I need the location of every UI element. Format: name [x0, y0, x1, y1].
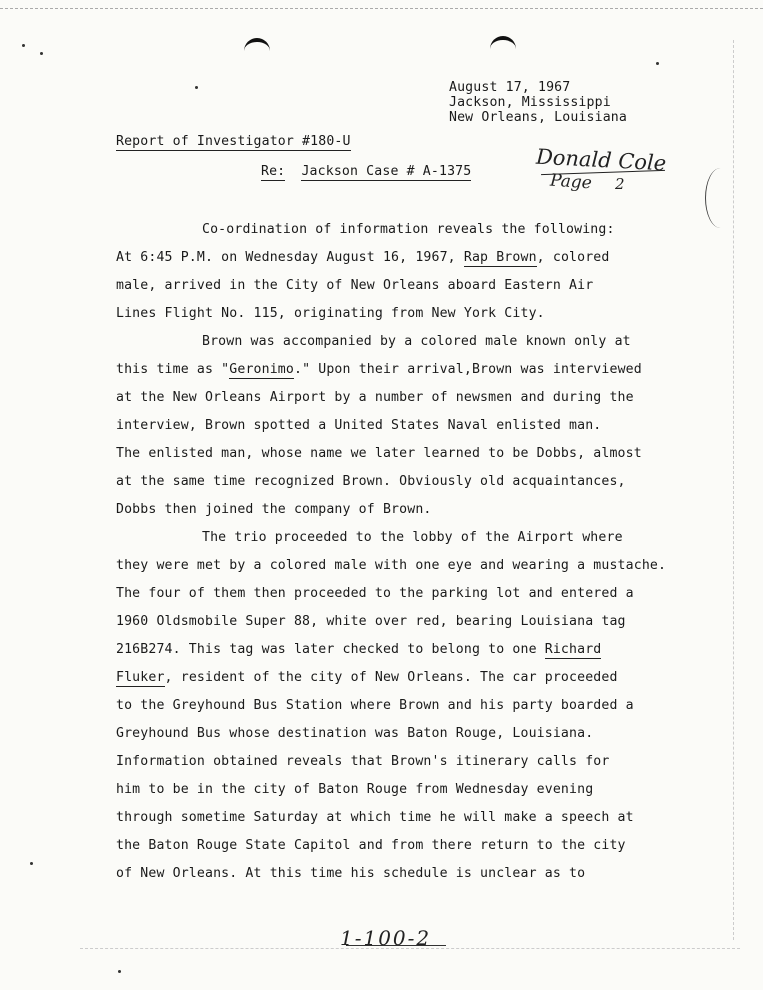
location-line-1: Jackson, Mississippi	[449, 95, 611, 110]
scan-speck	[118, 970, 121, 973]
body-line: The trio proceeded to the lobby of the Airport where	[202, 530, 623, 545]
date-location-block	[449, 80, 627, 125]
body-line: of New Orleans. At this time his schedule is unclear as to	[116, 866, 586, 881]
body-line: 1960 Oldsmobile Super 88, white over red, bearing Louisiana tag	[116, 614, 626, 629]
handwritten-page-label: Page	[549, 170, 593, 194]
scan-speck	[40, 52, 43, 55]
scan-speck	[656, 62, 659, 65]
body-line: male, arrived in the City of New Orleans aboard Eastern Air	[116, 278, 594, 293]
body-line: The four of them then proceeded to the parking lot and entered a	[116, 586, 634, 601]
scan-speck	[30, 862, 33, 865]
body-line: at the same time recognized Brown. Obviously old acquaintances,	[116, 474, 626, 489]
body-line: Greyhound Bus whose destination was Baton Rouge, Louisiana.	[116, 726, 594, 741]
scan-speck	[22, 44, 25, 47]
body-line: to the Greyhound Bus Station where Brown and his party boarded a	[116, 698, 634, 713]
location-line-2: New Orleans, Louisiana	[449, 110, 627, 125]
body-line: The enlisted man, whose name we later learned to be Dobbs, almost	[116, 446, 642, 461]
handwritten-footer-underline	[346, 945, 446, 946]
body-line: the Baton Rouge State Capitol and from there return to the city	[116, 838, 626, 853]
report-title: Report of Investigator #180-U	[116, 134, 351, 149]
hole-punch-mark-right	[490, 36, 516, 62]
underlined-name: Richard	[544, 642, 602, 657]
margin-pen-mark	[705, 168, 736, 228]
body-line: they were met by a colored male with one eye and wearing a mustache.	[116, 558, 667, 573]
underlined-name: Fluker	[116, 670, 165, 685]
scan-edge-top	[0, 8, 763, 9]
body-line: At 6:45 P.M. on Wednesday August 16, 1967, Rap Brown, colored	[116, 250, 610, 265]
body-line: 216B274. This tag was later checked to belong to one Richard	[116, 642, 602, 657]
body-line: this time as "Geronimo." Upon their arrival,Brown was interviewed	[116, 362, 642, 377]
scan-speck	[195, 86, 198, 89]
re-label: Re:	[261, 164, 286, 179]
handwritten-page-number: 2	[615, 175, 625, 193]
body-line: interview, Brown spotted a United States Naval enlisted man.	[116, 418, 602, 433]
body-line: Lines Flight No. 115, originating from New York City.	[116, 306, 545, 321]
body-line: Fluker, resident of the city of New Orleans. The car proceeded	[116, 670, 618, 685]
body-line: Brown was accompanied by a colored male known only at	[202, 334, 631, 349]
body-line: Information obtained reveals that Brown's itinerary calls for	[116, 754, 610, 769]
body-line: Co-ordination of information reveals the following:	[202, 222, 615, 237]
re-subject-line	[261, 164, 471, 179]
body-line: him to be in the city of Baton Rouge from Wednesday evening	[116, 782, 594, 797]
re-subject: Jackson Case # A-1375	[301, 164, 472, 179]
handwritten-name: Donald Cole	[535, 144, 667, 176]
date-line: August 17, 1967	[449, 80, 571, 95]
underlined-name: Geronimo	[229, 362, 294, 377]
body-line: at the New Orleans Airport by a number of newsmen and during the	[116, 390, 634, 405]
hole-punch-mark-left	[244, 38, 270, 64]
body-line: Dobbs then joined the company of Brown.	[116, 502, 432, 517]
underlined-name: Rap Brown	[463, 250, 537, 265]
handwritten-footer-number: 1-100-2	[340, 926, 432, 950]
body-line: through sometime Saturday at which time he will make a speech at	[116, 810, 634, 825]
